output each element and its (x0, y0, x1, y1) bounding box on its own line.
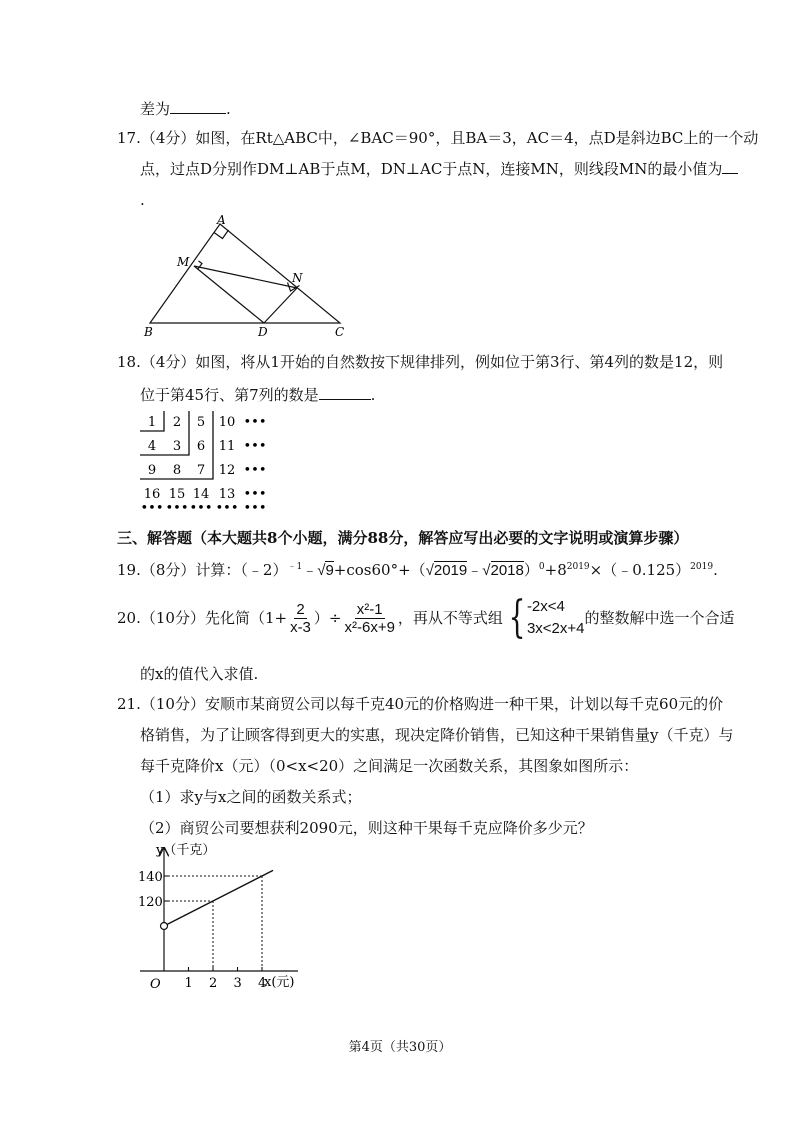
brace-icon: { (508, 592, 526, 643)
segment-mn (194, 266, 297, 288)
grid-cell: ••• (243, 415, 267, 430)
q18-line2: 位于第45行、第7列的数是 (140, 386, 319, 404)
q18-line2-wrap (140, 385, 375, 405)
q19-exp-neg1: ﹣1 (287, 562, 303, 572)
inequality-1: -2x<4 (526, 598, 565, 615)
q20-fraction-2 (342, 601, 396, 636)
q21-line-graph (136, 838, 316, 998)
q16-answer-blank (170, 99, 226, 114)
segment-dn (264, 288, 297, 323)
frac1-numerator: 2 (296, 600, 305, 618)
segment-md (194, 266, 264, 323)
y-tick-label: 140 (138, 870, 163, 885)
grid-cell: ••• (165, 501, 189, 516)
q18-answer-blank (319, 385, 371, 400)
q19-prefix: 19.（8分）计算：（﹣2） (117, 561, 288, 579)
x-tick-label: 2 (209, 976, 218, 991)
q17-line2: 点，过点D分别作DM⊥AB于点M，DN⊥AC于点N，连接MN，则线段MN的最小值为 (140, 160, 723, 178)
q20-prefix: 20.（10分）先化简（1+ (117, 609, 288, 627)
grid-cell: 8 (172, 463, 182, 478)
q17-line2-wrap (140, 159, 738, 179)
grid-cell: 11 (218, 439, 236, 454)
grid-cell: ••• (140, 501, 164, 516)
label-c: C (335, 325, 345, 339)
q19-minus: ﹣ (302, 561, 318, 579)
grid-cell: 3 (172, 439, 182, 454)
function-line (164, 870, 273, 926)
grid-cell: 6 (196, 439, 206, 454)
sqrt-2019: √2019 (425, 562, 468, 579)
q19-exp-0: 0 (538, 562, 545, 572)
q16-tail-text: 差为 (140, 100, 171, 118)
page-footer: 第4页（共30页） (348, 1040, 452, 1055)
q19-exp-2019a: 2019 (566, 562, 590, 572)
q17-triangle-figure (140, 212, 360, 340)
frac2-denominator: x²-6x+9 (344, 618, 395, 636)
q17-line1: 17.（4分）如图，在Rt△ABC中，∠BAC＝90°，且BA＝3，AC＝4，点D是斜边BC上的一个动 (117, 129, 759, 147)
q17-answer-blank (722, 159, 738, 174)
q20-line2: 的x的值代入求值. (140, 665, 259, 683)
label-a: A (217, 213, 226, 227)
grid-cell: 5 (196, 415, 206, 430)
grid-cell: ••• (189, 501, 213, 516)
q20-after: ，再从不等式组 (397, 609, 503, 627)
label-m: M (177, 255, 190, 269)
y-tick-label: 120 (138, 895, 163, 910)
x-tick-label: 1 (184, 976, 193, 991)
q16-tail-end: . (226, 100, 231, 118)
q19-exp-2019b: 2019 (690, 562, 714, 572)
sqrt-9-radicand: 9 (325, 562, 334, 579)
sqrt-2019-radicand: 2019 (433, 562, 468, 579)
q19-part3: +cos60°+（ (333, 561, 426, 579)
grid-cell: 1 (147, 415, 157, 430)
grid-cell: ••• (243, 487, 267, 502)
right-angle-m (198, 261, 203, 270)
grid-cell: 7 (196, 463, 206, 478)
q21-line3: 每千克降价x（元）（0<x<20）之间满足一次函数关系，其图象如图所示： (140, 757, 639, 775)
sqrt-2018-radicand: 2018 (490, 562, 524, 579)
grid-cell: 9 (147, 463, 157, 478)
q21-line2: 格销售，为了让顾客得到更大的实惠，现决定降价销售，已知这种干果销售量y（千克）与 (140, 726, 734, 744)
q19-part4: ） (523, 561, 539, 579)
q20-divide: ）÷ (313, 609, 342, 627)
label-n: N (292, 271, 303, 285)
x-tick-label: 3 (233, 976, 242, 991)
section3-heading: 三、解答题（本大题共8个小题，满分88分，解答应写出必要的文字说明或演算步骤） (117, 529, 689, 547)
sqrt-2018: √2018 (482, 562, 524, 579)
q19-part6: ×（﹣0.125） (589, 561, 691, 579)
sqrt-9: √9 (317, 562, 334, 579)
grid-cell: ••• (243, 501, 267, 516)
q21-part1: （1）求y与x之间的函数关系式； (140, 788, 362, 806)
grid-cell: 4 (147, 439, 157, 454)
inequality-system (503, 592, 585, 643)
x-tick-label: 4 (258, 976, 267, 991)
inequality-2: 3x<2x+4 (526, 620, 585, 637)
grid-cell: ••• (243, 439, 267, 454)
q20-line1 (117, 592, 735, 644)
open-point (161, 923, 168, 930)
frac2-numerator: x²-1 (356, 600, 383, 618)
grid-cell: 12 (218, 463, 236, 478)
q19-line (117, 560, 718, 581)
q20-tail: 的整数解中选一个合适 (584, 609, 735, 627)
q17-line3: . (140, 191, 145, 209)
origin-label: O (150, 977, 161, 992)
q18-number-grid (136, 408, 272, 516)
q18-line1: 18.（4分）如图，将从1开始的自然数按下规律排列，例如位于第3行、第4列的数是12，则 (117, 353, 724, 371)
grid-cell: 16 (143, 487, 161, 502)
q19-minus2: ﹣ (467, 561, 483, 579)
q19-end: . (713, 561, 718, 579)
q19-part5: +8 (544, 561, 567, 579)
label-d: D (258, 325, 268, 339)
grid-cell: ••• (243, 463, 267, 478)
frac1-denominator: x-3 (290, 618, 311, 636)
grid-cell: 10 (218, 415, 236, 430)
x-axis-label: x(元) (264, 975, 295, 990)
q16-tail-line (140, 99, 231, 119)
grid-cell: 15 (168, 487, 186, 502)
label-b: B (144, 325, 153, 339)
right-angle-a (214, 230, 229, 239)
q20-fraction-1 (288, 601, 313, 636)
q21-line1: 21.（10分）安顺市某商贸公司以每千克40元的价格购进一种干果，计划以每千克60元的价 (117, 695, 724, 713)
q18-line2-end: . (370, 386, 376, 404)
grid-cell: 13 (218, 487, 236, 502)
y-axis-label: y（千克） (156, 843, 216, 858)
grid-cell: ••• (215, 501, 239, 516)
grid-cell: 14 (192, 487, 210, 502)
q21-part2: （2）商贸公司要想获利2090元，则这种干果每千克应降价多少元？ (140, 819, 593, 837)
grid-cell: 2 (172, 415, 182, 430)
